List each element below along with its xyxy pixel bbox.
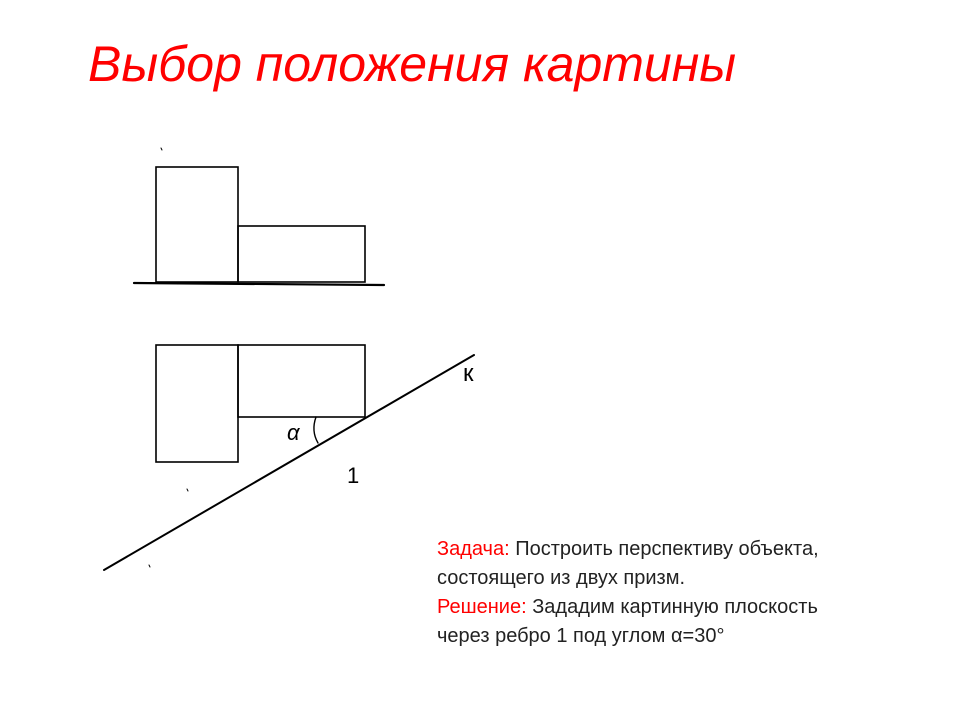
description-block	[437, 535, 937, 651]
front-view-tall-prism	[156, 167, 238, 282]
top-view	[156, 345, 365, 491]
slide-title: Выбор положения картины	[88, 36, 737, 92]
task-keyword: Задача:	[437, 538, 510, 560]
edge-label: 1	[347, 463, 360, 488]
front-view	[134, 148, 384, 285]
top-view-tall-prism	[156, 345, 238, 462]
solution-line-2: через ребро 1 под углом α=30°	[437, 625, 725, 647]
top-view-low-prism	[238, 345, 365, 417]
angle-label: α	[287, 420, 300, 445]
task-text-1: Построить перспективу объекта,	[509, 538, 819, 560]
task-line-2: состоящего из двух призм.	[437, 567, 686, 589]
picture-plane-tick	[149, 565, 150, 567]
angle-arc	[314, 417, 318, 443]
front-view-low-prism	[238, 226, 365, 282]
plane-label: к	[463, 360, 474, 387]
solution-line-1	[437, 593, 937, 622]
front-view-tick	[161, 148, 162, 150]
task-line-1	[437, 535, 937, 564]
solution-text-1: Зададим картинную плоскость	[526, 596, 818, 618]
ground-line	[134, 283, 384, 285]
top-view-tick	[187, 489, 188, 491]
solution-keyword: Решение:	[437, 596, 527, 618]
